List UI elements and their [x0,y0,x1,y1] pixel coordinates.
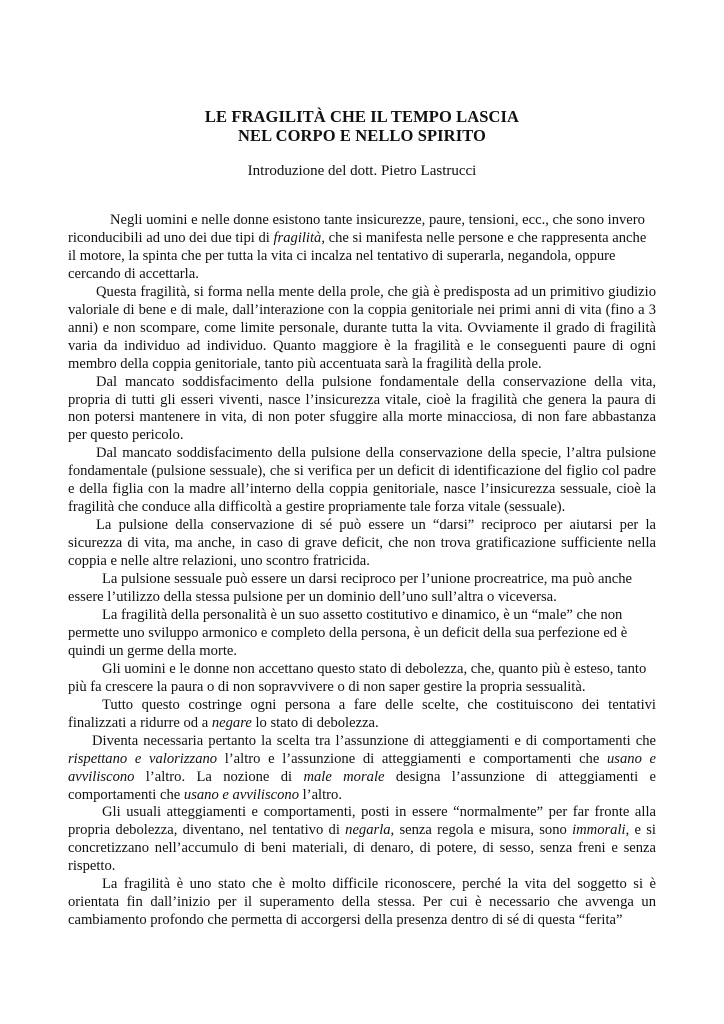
paragraph-4: Dal mancato soddisfacimento della pulsione della conservazione della specie, l’altra pulsione fondamentale (pulsione sessuale), che si verifica per un deficit di identificazione del figlio col padre e della figlia con la madre all’interno della coppia genitoriale, nasce l’insicurezza sessuale, cioè la fragilità che conduce alla difficoltà a gestire propriamente tale forza vitale (sessuale). [68,445,656,516]
document-title-line-1: LE FRAGILITÀ CHE IL TEMPO LASCIA [204,107,520,126]
emphasis-text: usano e avviliscono [183,786,300,803]
emphasis-text: negarla, [345,822,395,839]
paragraph-8: Gli uomini e le donne non accettano questo stato di debolezza, che, quanto più è esteso, tanto più fa crescere la paura o di non sopravvivere o di non saper gestire la propria sessualità. [68,660,647,695]
emphasis-text: immorali [572,822,626,839]
paragraph-11: Gli usuali atteggiamenti e comportamenti, posti in essere “normalmente” per far fronte alla propria debolezza, diventano, nel tentativo di negarla, senza regola e misura, sono immorali, e si concretizzano nell’accumulo di beni materiali, di denaro, di potere, di sesso, senza freni e senza rispetto. [68,804,656,875]
paragraph-12: La fragilità è uno stato che è molto difficile riconoscere, perché la vita del soggetto si è orientata fin dall’inizio per il superamento della stessa. Per cui è necessario che avvenga un cambiamento profondo che permetta di accorgersi della presenza dentro di sé di questa “ferita” [68,876,656,929]
paragraph-2: Questa fragilità, si forma nella mente della prole, che già è predisposta ad un primitivo giudizio valoriale di bene e di male, dall’interazione con la coppia genitoriale nei primi anni di vita (fino a 3 anni) e non scompare, come limite personale, durante tutta la vita. Ovviamente il grado di fragilità varia da individuo ad individuo. Quanto maggiore è la fragilità e le conseguenti paure di ogni membro della coppia genitoriale, tanto più accentuata sarà la fragilità della prole. [68,283,656,372]
paragraph-3: Dal mancato soddisfacimento della pulsione fondamentale della conservazione della vita, propria di tutti gli esseri viventi, nasce l’insicurezza vitale, cioè la fragilità che genera la paura di non potersi mantenere in vita, di non poter sfuggire alla morte minacciosa, di non fare abbastanza per questo pericolo. [68,373,656,444]
document-body [68,212,656,930]
document-title-line-2: NEL CORPO E NELLO SPIRITO [238,126,486,145]
emphasis-text: male morale [303,768,385,785]
emphasis-text: negare [211,714,252,731]
paragraph-7: La fragilità della personalità è un suo assetto costitutivo e dinamico, è un “male” che non permette uno sviluppo armonico e completo della persona, è un deficit della sua perfezione ed è quindi un germe della morte. [68,606,628,659]
emphasis-text: usano e avviliscono [68,750,657,785]
paragraph-10: Diventa necessaria pertanto la scelta tra l’assunzione di atteggiamenti e di comportamenti che rispettano e valorizzano l’altro e l’assunzione di atteggiamenti e comportamenti che usano e avviliscono l’altro. La nozione di male morale designa l’assunzione di atteggiamenti e comportamenti che usano e avviliscono l’altro. [68,732,657,803]
emphasis-text: rispettano e valorizzano [68,750,218,767]
paragraph-9: Tutto questo costringe ogni persona a fare delle scelte, che costituiscono dei tentativi finalizzati a ridurre od a negare lo stato di debolezza. [68,696,656,731]
document-subtitle: Introduzione del dott. Pietro Lastrucci [247,163,477,179]
emphasis-text: fragilità [273,229,322,246]
paragraph-1: Negli uomini e nelle donne esistono tante insicurezze, paure, tensioni, ecc., che sono invero riconducibili ad uno dei due tipi di fragilità, che si manifesta nelle persone e che rappresenta anche il motore, la spinta che per tutta la vita ci incalza nel tentativo di superarla, negandola, oppure cercando di accettarla. [68,212,647,282]
paragraph-6: La pulsione sessuale può essere un darsi reciproco per l’unione procreatrice, ma può anche essere l’utilizzo della stessa pulsione per un dominio dell’uno sull’altra o viceversa. [68,571,633,606]
paragraph-5: La pulsione della conservazione di sé può essere un “darsi” reciproco per aiutarsi per la sicurezza di vita, ma anche, in caso di grave deficit, che non trova gratificazione sufficiente nella coppia e nelle altre relazioni, uno scontro fratricida. [68,517,656,570]
